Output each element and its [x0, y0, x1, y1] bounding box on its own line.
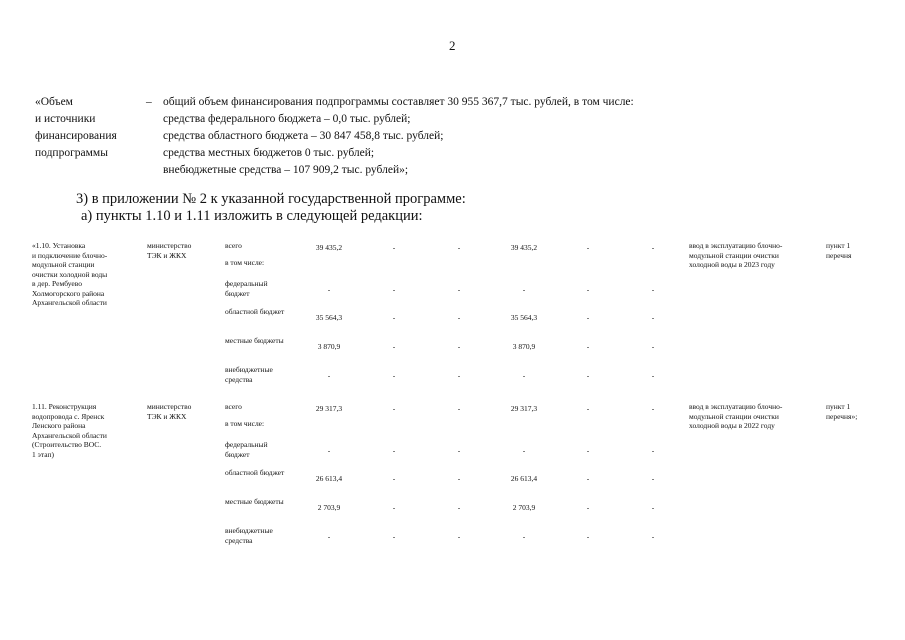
value-cell: - — [586, 285, 590, 294]
value-cell: 35 564,3 — [510, 313, 538, 322]
source-label: всего — [225, 241, 242, 250]
value-cell: 29 317,3 — [510, 404, 538, 413]
source-label: внебюджетные средства — [225, 526, 273, 545]
value-cell: - — [586, 371, 590, 380]
result-line: холодной воды в 2022 году — [689, 421, 775, 430]
source-label: областной бюджет — [225, 307, 285, 316]
source-label: федеральный бюджет — [225, 279, 268, 298]
measure-name-line: Архангельской области — [32, 298, 107, 307]
value-cell: 2 703,9 — [512, 503, 536, 512]
value-cell: - — [392, 243, 396, 252]
value-cell: - — [392, 371, 396, 380]
source-label: в том числе: — [225, 419, 265, 428]
measure-name-line: Архангельской области — [32, 430, 107, 440]
measure-name-line: «1.10. Установка — [32, 241, 86, 250]
financing-dash: – — [146, 96, 152, 108]
value-cell: - — [651, 532, 655, 541]
value-cell: - — [392, 404, 396, 413]
value-cell: - — [651, 243, 655, 252]
reference-line: пункт 1 — [826, 402, 851, 411]
measure-name-line: водопровода с. Яренск — [32, 411, 105, 421]
result-line: холодной воды в 2023 году — [689, 260, 775, 269]
value-cell: - — [651, 404, 655, 413]
source-label: внебюджетные средства — [225, 365, 273, 384]
source-label: областной бюджет — [225, 468, 285, 477]
value-cell: - — [651, 446, 655, 455]
financing-label-line: «Объем — [35, 96, 73, 108]
value-cell: - — [392, 285, 396, 294]
value-cell: - — [457, 371, 461, 380]
value-cell: - — [457, 285, 461, 294]
value-cell: - — [457, 313, 461, 322]
source-label: местные бюджеты — [225, 336, 284, 345]
value-cell: 39 435,2 — [510, 243, 538, 252]
value-cell: - — [522, 446, 526, 455]
financing-label-line: и источники — [35, 113, 96, 125]
financing-label — [35, 94, 117, 162]
value-cell: - — [586, 404, 590, 413]
result-line: модульной станции очистки — [689, 411, 779, 421]
result-line: ввод в эксплуатацию блочно- — [689, 241, 783, 250]
value-cell: - — [586, 503, 590, 512]
reference-line: пункт 1 — [826, 241, 851, 250]
executor-line: ТЭК и ЖКХ — [147, 411, 187, 421]
value-cell: - — [457, 532, 461, 541]
result-line: модульной станции очистки — [689, 250, 779, 260]
value-cell: - — [392, 474, 396, 483]
value-cell: - — [392, 446, 396, 455]
value-cell: - — [327, 285, 331, 294]
value-cell: - — [392, 503, 396, 512]
executor-line: ТЭК и ЖКХ — [147, 250, 187, 260]
value-cell: 26 613,4 — [315, 474, 343, 483]
financing-label-line: подпрограммы — [35, 147, 108, 159]
reference-line: перечня — [826, 250, 852, 260]
intro-line-1: 3) в приложении № 2 к указанной государственной программе: — [76, 191, 466, 207]
financing-text — [163, 94, 634, 179]
value-cell: - — [457, 503, 461, 512]
value-cell: 26 613,4 — [510, 474, 538, 483]
value-cell: - — [457, 474, 461, 483]
value-cell: - — [586, 474, 590, 483]
financing-label-line: финансирования — [35, 130, 117, 142]
value-cell: - — [651, 313, 655, 322]
value-cell: - — [586, 243, 590, 252]
source-label: местные бюджеты — [225, 497, 284, 506]
value-cell: - — [457, 342, 461, 351]
reference-line: перечня»; — [826, 411, 858, 421]
value-cell: - — [457, 243, 461, 252]
value-cell: - — [651, 474, 655, 483]
financing-text-line: средства областного бюджета – 30 847 458,8 тыс. рублей; — [163, 130, 444, 142]
value-cell: - — [457, 446, 461, 455]
value-cell: 3 870,9 — [317, 342, 341, 351]
value-cell: - — [586, 446, 590, 455]
measure-name-line: 1.11. Реконструкция — [32, 402, 97, 411]
value-cell: - — [651, 285, 655, 294]
result-line: ввод в эксплуатацию блочно- — [689, 402, 783, 411]
source-label: федеральный бюджет — [225, 440, 268, 459]
measure-name-line: Ленского района — [32, 421, 86, 430]
value-cell: - — [522, 371, 526, 380]
value-cell: - — [586, 532, 590, 541]
value-cell: - — [327, 532, 331, 541]
page-number: 2 — [449, 38, 456, 53]
value-cell: 2 703,9 — [317, 503, 341, 512]
value-cell: 39 435,2 — [315, 243, 343, 252]
value-cell: - — [651, 371, 655, 380]
financing-text-line: средства федерального бюджета – 0,0 тыс. рублей; — [163, 113, 411, 125]
value-cell: - — [651, 342, 655, 351]
measure-name-line: 1 этап) — [32, 449, 54, 459]
measure-name-line: модульной станции — [32, 260, 95, 269]
value-cell: 29 317,3 — [315, 404, 343, 413]
measure-name-line: Холмогорского района — [32, 288, 105, 298]
value-cell: 35 564,3 — [315, 313, 343, 322]
value-cell: - — [651, 503, 655, 512]
value-cell: - — [586, 342, 590, 351]
measure-name-line: очистки холодной воды — [32, 269, 108, 279]
value-cell: - — [392, 313, 396, 322]
value-cell: - — [327, 446, 331, 455]
source-label: всего — [225, 402, 242, 411]
value-cell: - — [522, 532, 526, 541]
value-cell: - — [392, 532, 396, 541]
value-cell: - — [586, 313, 590, 322]
executor-line: министерство — [147, 402, 192, 411]
measure-name-line: (Строительство ВОС. — [32, 440, 102, 449]
financing-text-line: общий объем финансирования подпрограммы составляет 30 955 367,7 тыс. рублей, в том числе: — [163, 96, 634, 108]
measure-name-line: в дер. Рембуево — [32, 279, 82, 288]
financing-text-line: внебюджетные средства – 107 909,2 тыс. рублей»; — [163, 164, 409, 176]
source-label: в том числе: — [225, 258, 265, 267]
value-cell: - — [327, 371, 331, 380]
value-cell: - — [522, 285, 526, 294]
measure-name-line: и подключение блочно- — [32, 250, 108, 260]
value-cell: - — [392, 342, 396, 351]
value-cell: - — [457, 404, 461, 413]
executor-line: министерство — [147, 241, 192, 250]
value-cell: 3 870,9 — [512, 342, 536, 351]
financing-text-line: средства местных бюджетов 0 тыс. рублей; — [163, 147, 375, 159]
intro-line-2: а) пункты 1.10 и 1.11 изложить в следующей редакции: — [81, 208, 423, 224]
